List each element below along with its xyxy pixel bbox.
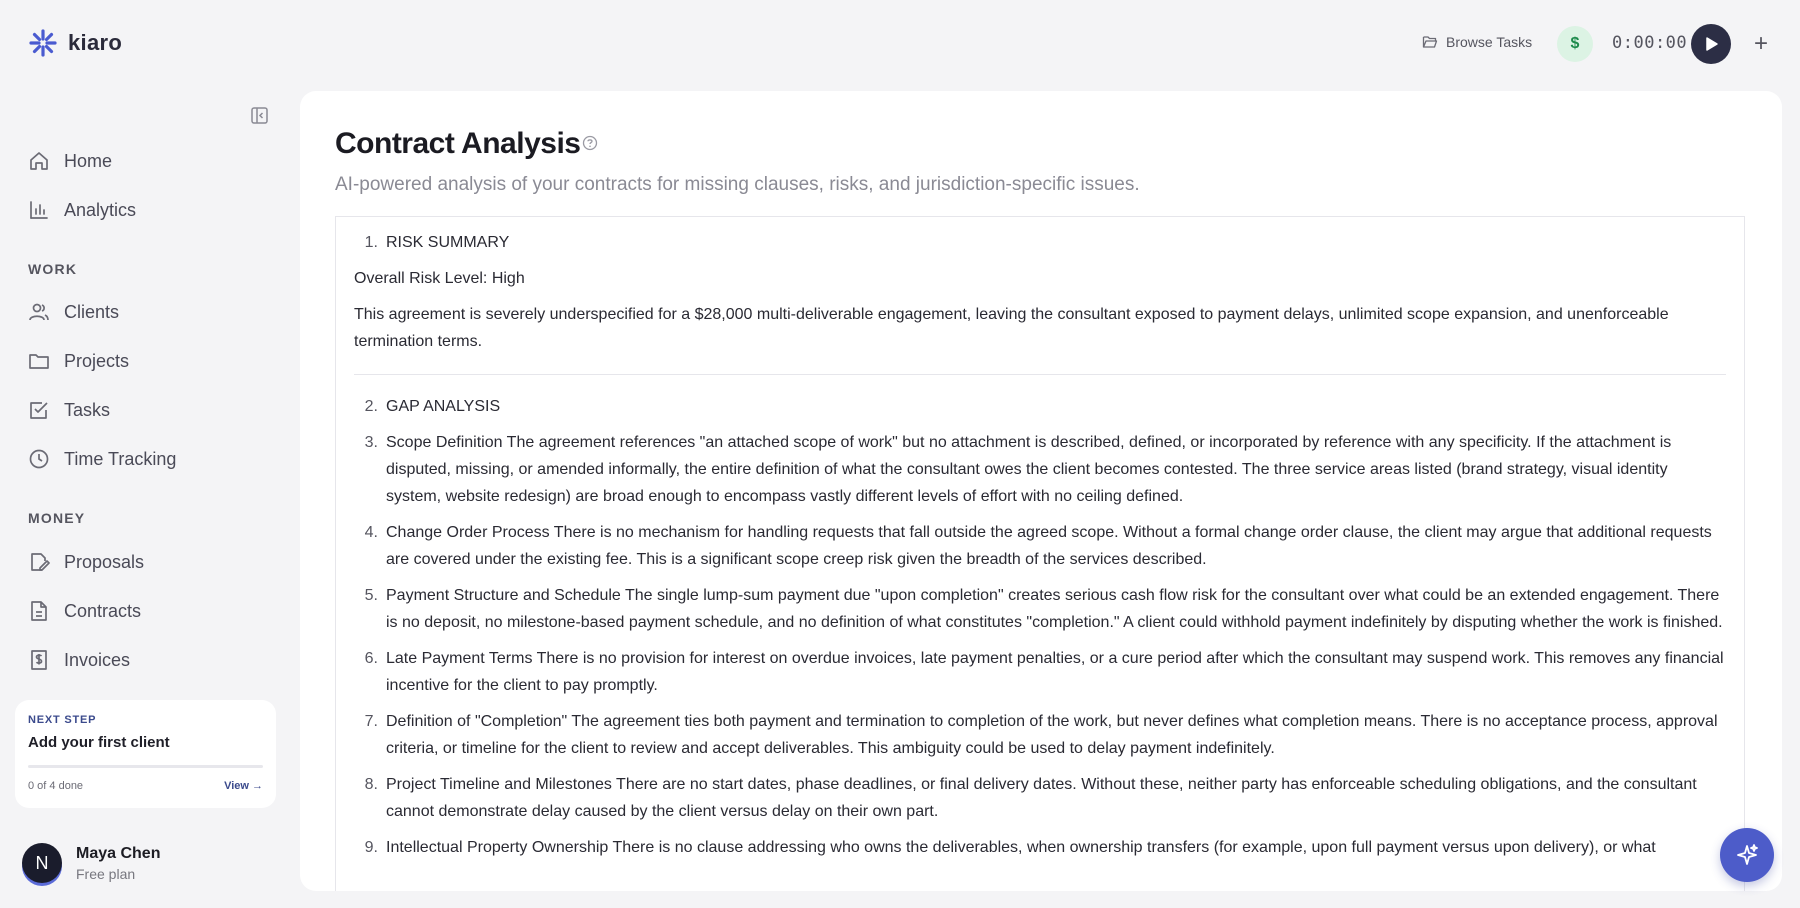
timer-display: 0:00:00 xyxy=(1612,33,1688,53)
clock-icon xyxy=(28,448,50,470)
divider xyxy=(354,374,1726,375)
nav-contracts[interactable] xyxy=(28,597,141,625)
list-number: 6. xyxy=(364,650,378,667)
list-item xyxy=(354,429,1726,510)
list-number: 9. xyxy=(364,839,378,856)
invoice-icon xyxy=(28,649,50,671)
next-step-progress-bar xyxy=(28,765,263,768)
heading-text: RISK SUMMARY xyxy=(386,234,510,251)
next-step-title: Add your first client xyxy=(28,734,170,751)
list-item xyxy=(354,771,1726,825)
list-item-text: Project Timeline and Milestones There are no start dates, phase deadlines, or final delivery dates. Without these, neither party has enforceable scheduling obligations, and the consultant cannot demonstrate delay caused by the client versus delay on their own part. xyxy=(386,776,1697,820)
nav-clients-label: Clients xyxy=(64,301,120,322)
section-label-work: WORK xyxy=(28,261,78,277)
nav-projects-label: Projects xyxy=(64,350,130,371)
list-number: 8. xyxy=(364,776,378,793)
sidebar xyxy=(0,0,292,908)
next-step-view-link[interactable]: View → xyxy=(224,780,263,792)
nav-invoices[interactable] xyxy=(28,646,130,674)
list-item xyxy=(354,834,1726,861)
page-title: Contract Analysis xyxy=(335,127,581,160)
list-item-text: Change Order Process There is no mechanism for handling requests that fall outside the agreed scope. Without a formal change order clause, the client may argue that additional requests are covered under the existing fee. This is a significant scope creep risk given the breadth of the services described. xyxy=(386,524,1712,568)
home-icon xyxy=(28,150,50,172)
folder-icon xyxy=(28,350,50,372)
nav-analytics[interactable] xyxy=(28,196,136,224)
gap-analysis-heading xyxy=(354,393,1726,420)
analysis-document xyxy=(335,216,1745,891)
nav-analytics-label: Analytics xyxy=(64,199,137,220)
sidebar-toggle-icon xyxy=(251,107,268,124)
nav-tasks-label: Tasks xyxy=(64,399,111,420)
play-icon xyxy=(1703,36,1719,52)
list-number: 1. xyxy=(364,234,378,251)
risk-summary-heading xyxy=(354,229,1726,256)
next-step-progress-text: 0 of 4 done xyxy=(28,780,84,792)
proposal-icon xyxy=(28,551,50,573)
user-profile[interactable] xyxy=(22,843,160,883)
list-number: 4. xyxy=(364,524,378,541)
logo[interactable] xyxy=(28,28,122,58)
nav-invoices-label: Invoices xyxy=(64,649,131,670)
main-card xyxy=(300,91,1782,891)
sparkle-icon xyxy=(1734,842,1760,868)
start-timer-button[interactable] xyxy=(1691,24,1731,64)
list-item xyxy=(354,582,1726,636)
collapse-sidebar-button[interactable] xyxy=(250,106,268,124)
ai-assistant-button[interactable] xyxy=(1720,828,1774,882)
list-item-text: Intellectual Property Ownership There is no clause addressing who owns the deliverables, when ownership transfers (for example, upon full payment versus upon delivery), or what xyxy=(386,839,1656,856)
list-item-text: Definition of "Completion" The agreement ties both payment and termination to completion of the work, but never defines what completion means. There is no acceptance process, approval criteria, or timeline for the client to review and accept deliverables. This ambiguity could be used to delay payment indefinitely. xyxy=(386,713,1718,757)
bar-chart-icon xyxy=(28,199,50,221)
nav-proposals-label: Proposals xyxy=(64,551,145,572)
add-icon[interactable]: + xyxy=(1754,30,1769,57)
avatar: N xyxy=(22,843,62,883)
folder-open-icon xyxy=(1422,34,1438,50)
nav-time-tracking-label: Time Tracking xyxy=(64,448,177,469)
nav-home-label: Home xyxy=(64,150,113,171)
list-number: 7. xyxy=(364,713,378,730)
next-step-label: NEXT STEP xyxy=(28,714,97,726)
list-number: 3. xyxy=(364,434,378,451)
nav-tasks[interactable] xyxy=(28,396,110,424)
app-name: kiaro xyxy=(68,30,123,55)
nav-home[interactable] xyxy=(28,147,112,175)
list-item-text: Late Payment Terms There is no provision for interest on overdue invoices, late payment penalties, or a cure period after which the consultant may suspend work. This removes any financial incentive for the client to pay promptly. xyxy=(386,650,1724,694)
list-number: 2. xyxy=(364,398,378,415)
user-plan: Free plan xyxy=(76,865,136,882)
next-step-card[interactable] xyxy=(15,700,276,808)
list-item-text: Payment Structure and Schedule The single lump-sum payment due "upon completion" creates serious cash flow risk for the consultant over what could be an extended engagement. There is no deposit, no milestone-based payment schedule, and no definition of what constitutes "completion." A client could withhold payment indefinitely by disputing whether the work is finished. xyxy=(386,587,1723,631)
logo-icon xyxy=(28,28,58,58)
page-subtitle: AI-powered analysis of your contracts for missing clauses, risks, and jurisdiction-specific issues. xyxy=(335,174,1140,195)
nav-time-tracking[interactable] xyxy=(28,445,176,473)
nav-proposals[interactable] xyxy=(28,548,144,576)
nav-projects[interactable] xyxy=(28,347,129,375)
section-label-money: MONEY xyxy=(28,510,86,526)
browse-tasks-label: Browse Tasks xyxy=(1446,34,1533,50)
document-icon xyxy=(28,600,50,622)
nav-clients[interactable] xyxy=(28,298,119,326)
browse-tasks-button[interactable] xyxy=(1422,34,1532,50)
risk-text: This agreement is severely underspecified for a $28,000 multi-deliverable engagement, leaving the consultant exposed to payment delays, unlimited scope expansion, and unenforceable termination terms. xyxy=(354,306,1669,350)
checkbox-icon xyxy=(28,399,50,421)
nav-contracts-label: Contracts xyxy=(64,600,142,621)
list-item-text: Scope Definition The agreement references "an attached scope of work" but no attachment is described, defined, or incorporated by reference with any specificity. If the attachment is disputed, missing, or amended informally, the entire definition of what the consultant owes the client becomes contested. The three service areas listed (brand strategy, visual identity system, website redesign) are broad enough to encompass vastly different levels of effort with no ceiling defined. xyxy=(386,434,1672,505)
help-icon[interactable] xyxy=(582,135,598,151)
user-name: Maya Chen xyxy=(76,844,161,862)
heading-text: GAP ANALYSIS xyxy=(386,398,501,415)
list-item xyxy=(354,645,1726,699)
users-icon xyxy=(28,301,50,323)
risk-level: Overall Risk Level: High xyxy=(354,270,525,287)
billing-button[interactable]: $ xyxy=(1557,26,1593,62)
list-item xyxy=(354,519,1726,573)
list-number: 5. xyxy=(364,587,378,604)
list-item xyxy=(354,708,1726,762)
